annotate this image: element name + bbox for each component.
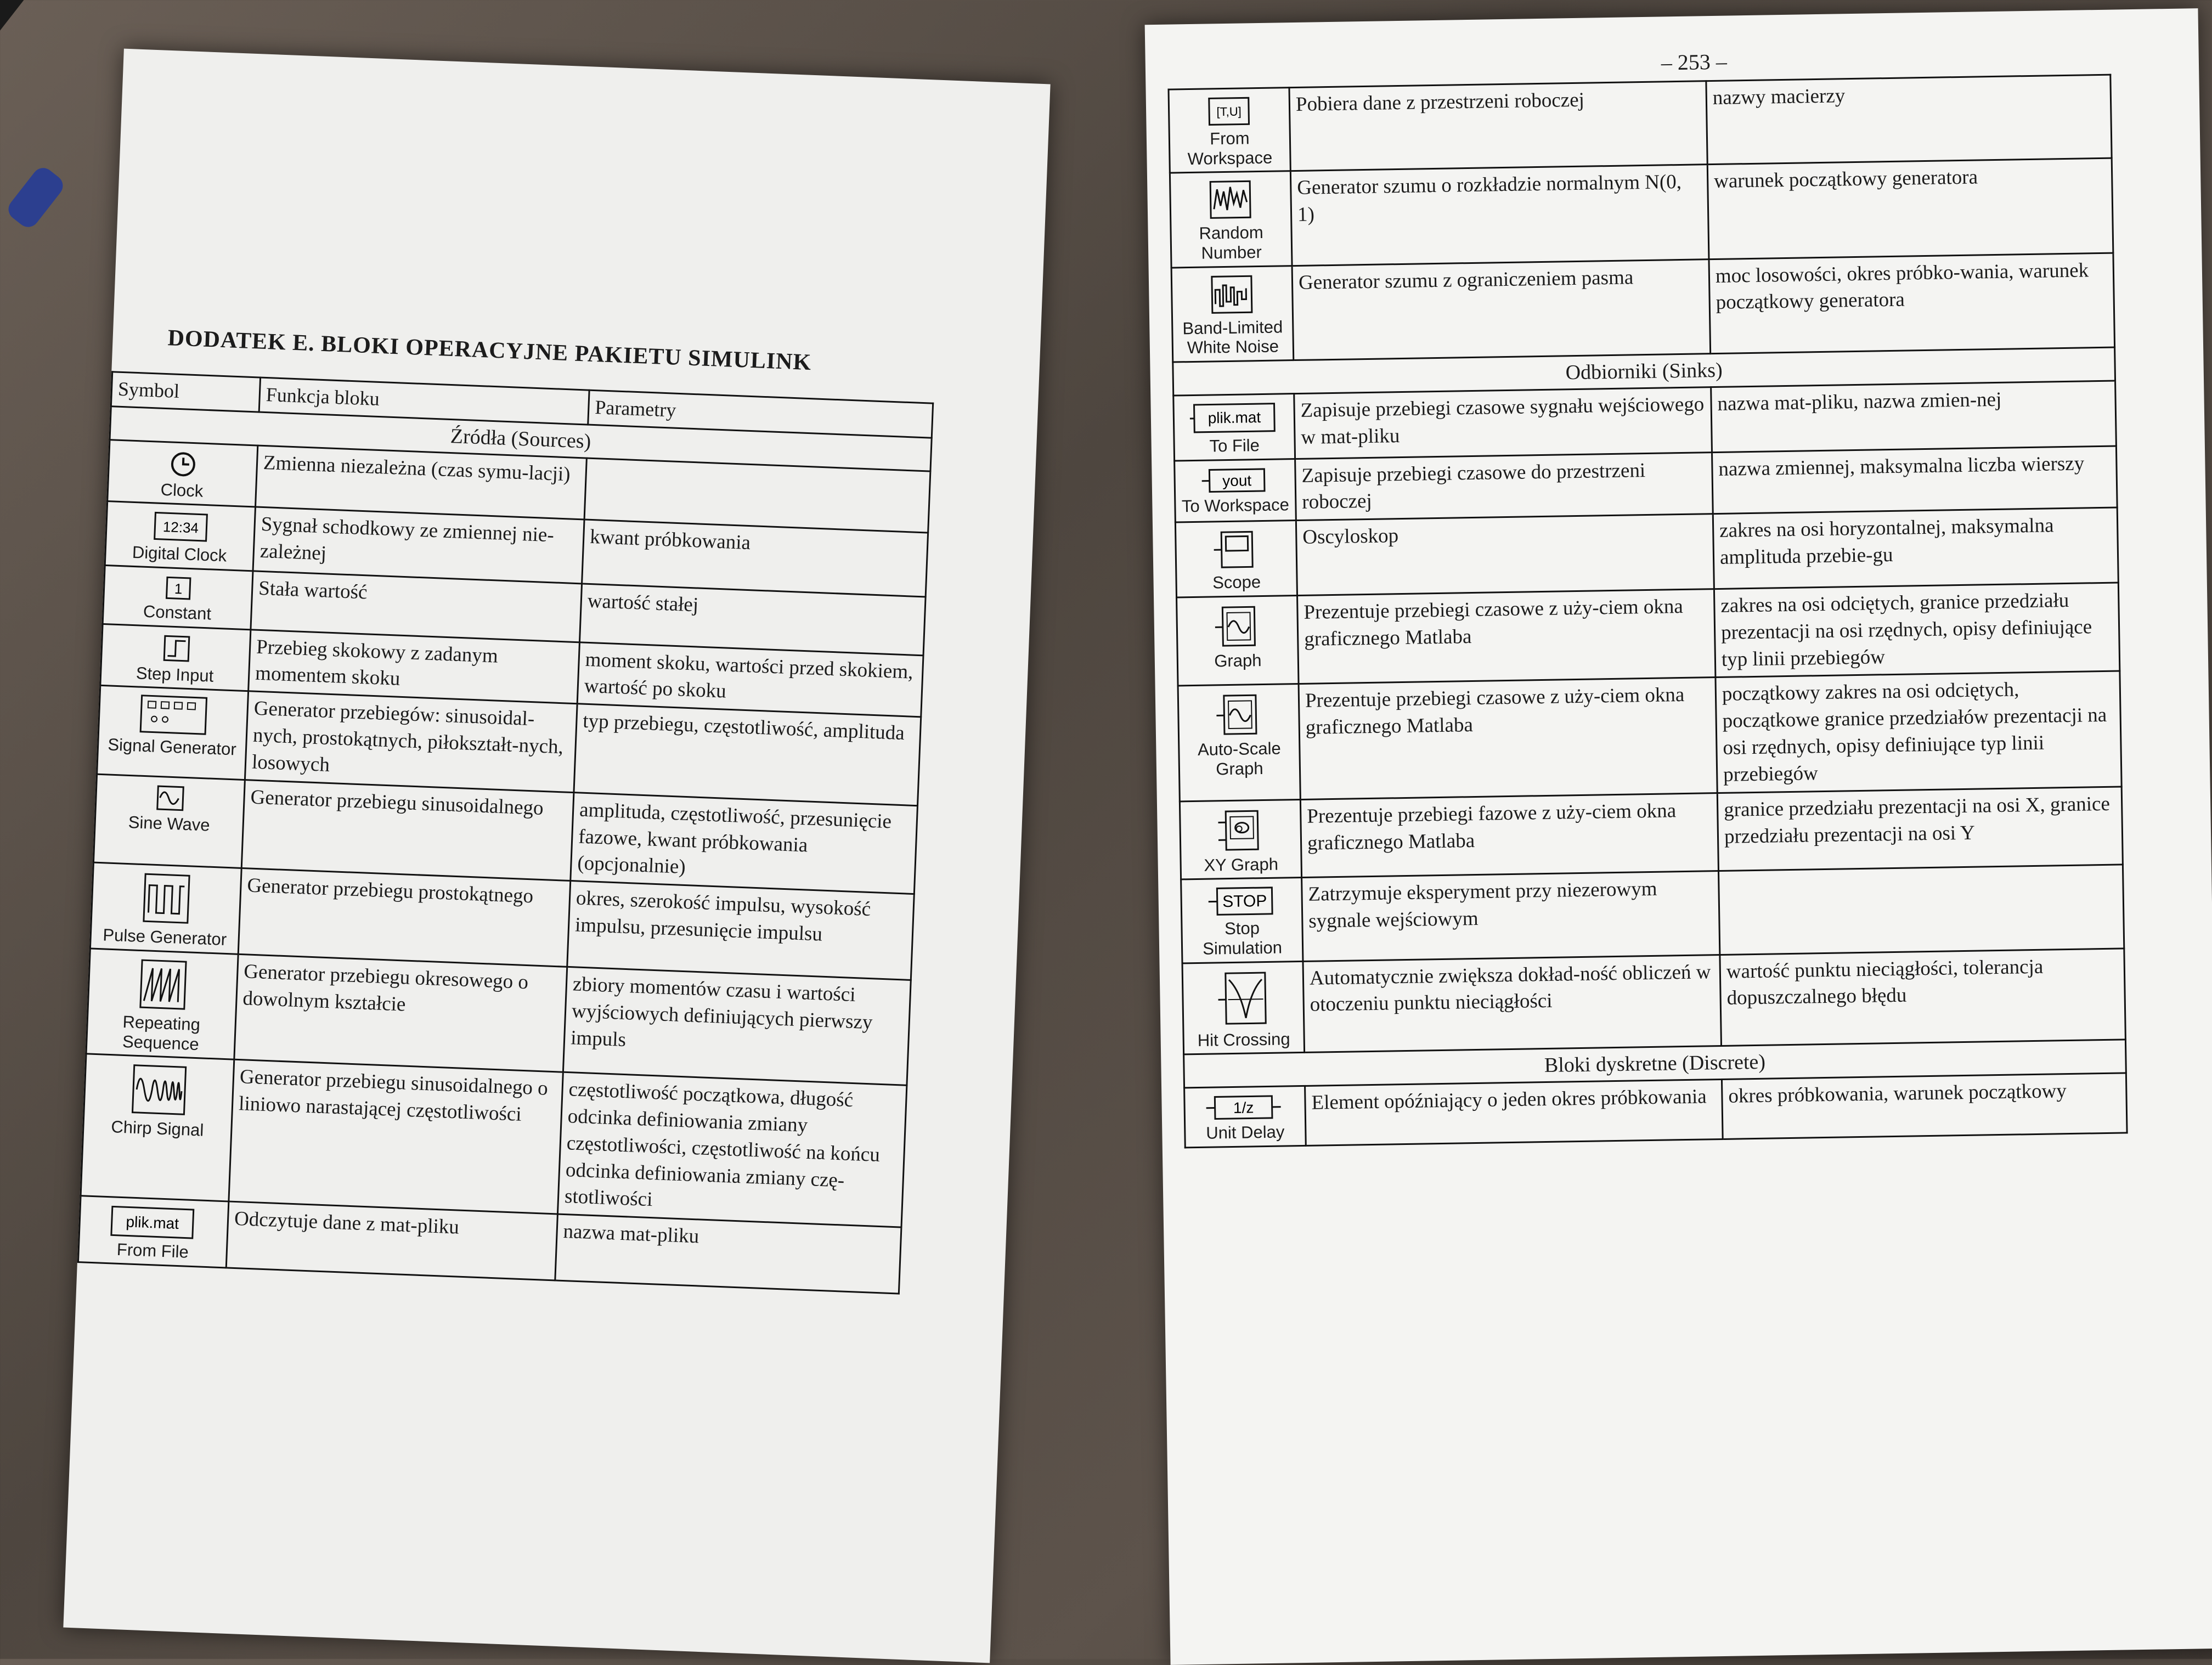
block-name: Sine Wave bbox=[128, 812, 211, 835]
block-name: Hit Crossing bbox=[1197, 1029, 1290, 1050]
block-name: Stop Simulation bbox=[1202, 918, 1283, 958]
block-symbol bbox=[1182, 961, 1305, 1054]
block-name: From Workspace bbox=[1187, 128, 1273, 168]
icon-text: 12:34 bbox=[162, 518, 199, 537]
table-row bbox=[1182, 949, 2125, 1055]
pen bbox=[0, 0, 117, 62]
sine-wave-icon bbox=[150, 782, 190, 814]
table-row bbox=[1177, 583, 2120, 686]
block-params: granice przedziału prezentacji na osi X, granice przedziału prezentacji na osi Y bbox=[1717, 787, 2123, 871]
block-function: Generator przebiegu sinusoidalnego o liniowo narastającej częstotliwości bbox=[229, 1059, 563, 1214]
block-name: Random Number bbox=[1199, 223, 1263, 263]
block-name: XY Graph bbox=[1204, 854, 1279, 875]
block-symbol bbox=[1170, 171, 1292, 268]
block-params: nazwa mat-pliku, nazwa zmien-nej bbox=[1711, 381, 2117, 452]
block-params: wartość stałej bbox=[579, 584, 926, 656]
digital-clock-icon bbox=[150, 509, 211, 544]
block-symbol bbox=[81, 1054, 234, 1201]
block-symbol bbox=[93, 774, 245, 868]
left-page bbox=[63, 49, 1050, 1663]
block-function: Zmienna niezależna (czas symu-lacji) bbox=[256, 445, 587, 520]
section-sinks: Odbiorniki (Sinks) bbox=[1173, 347, 2115, 396]
block-params: okres próbkowania, warunek początkowy bbox=[1722, 1073, 2127, 1139]
block-symbol bbox=[1184, 1086, 1306, 1148]
block-function: Stała wartość bbox=[251, 571, 582, 642]
random-number-icon bbox=[1206, 178, 1256, 222]
table-row bbox=[1170, 158, 2113, 267]
block-function: Odczytuje dane z mat-pliku bbox=[226, 1201, 557, 1280]
block-symbol bbox=[1175, 459, 1296, 522]
block-name: To File bbox=[1209, 436, 1260, 456]
block-name: Scope bbox=[1212, 572, 1261, 592]
block-name: Step Input bbox=[136, 663, 214, 686]
block-name: To Workspace bbox=[1181, 494, 1290, 516]
icon-text: yout bbox=[1222, 471, 1251, 489]
block-symbol bbox=[90, 862, 241, 954]
header-function: Funkcja bloku bbox=[259, 377, 589, 425]
constant-icon bbox=[159, 574, 198, 603]
block-function: Przebieg skokowy z zadanym momentem skoku bbox=[249, 629, 580, 704]
block-function: Automatycznie zwiększa dokład-ność obliczeń w otoczeniu punktu nieciągłości bbox=[1303, 955, 1722, 1053]
table-row bbox=[1178, 671, 2121, 801]
header-symbol: Symbol bbox=[111, 372, 260, 412]
block-name: Unit Delay bbox=[1206, 1122, 1285, 1143]
block-function: Generator przebiegu prostokątnego bbox=[238, 868, 571, 967]
block-function: Zapisuje przebiegi czasowe sygnału wejściowego w mat-pliku bbox=[1294, 387, 1712, 459]
block-params: zakres na osi odciętych, granice przedziału prezentacji na osi rzędnych, opisy definiujące typ linii przebiegów bbox=[1714, 583, 2119, 678]
block-symbol bbox=[103, 565, 253, 629]
block-symbol bbox=[1180, 799, 1301, 879]
icon-text: plik.mat bbox=[125, 1213, 179, 1233]
block-params: nazwy macierzy bbox=[1706, 75, 2112, 165]
from-file-icon bbox=[106, 1203, 201, 1241]
auto-scale-graph-icon bbox=[1214, 691, 1263, 738]
xy-graph-icon bbox=[1216, 806, 1266, 854]
icon-text: 1 bbox=[173, 580, 183, 597]
block-symbol bbox=[108, 439, 258, 507]
block-name: Signal Generator bbox=[107, 735, 237, 759]
from-workspace-icon bbox=[1204, 94, 1254, 128]
block-function: Zatrzymuje eksperyment przy niezerowym sygnale wejściowym bbox=[1302, 871, 1720, 961]
repeating-sequence-icon bbox=[134, 957, 191, 1014]
block-params: typ przebiegu, częstotliwość, amplituda bbox=[574, 704, 921, 805]
block-symbol bbox=[86, 949, 238, 1060]
block-function: Generator przebiegu sinusoidalnego bbox=[241, 780, 574, 881]
block-name: Clock bbox=[160, 479, 204, 501]
stop-simulation-icon bbox=[1206, 884, 1278, 918]
section-sources: Źródła (Sources) bbox=[110, 406, 932, 471]
scope-icon bbox=[1211, 527, 1261, 572]
block-name: Graph bbox=[1214, 651, 1262, 671]
icon-text: 1/z bbox=[1233, 1099, 1254, 1117]
block-function: Sygnał schodkowy ze zmiennej nie-zależnej bbox=[253, 507, 584, 584]
block-symbol bbox=[105, 501, 255, 571]
block-params: warunek początkowy generatora bbox=[1707, 158, 2113, 259]
unit-delay-icon bbox=[1204, 1093, 1286, 1122]
sinks-table bbox=[1167, 74, 2128, 1149]
block-function: Prezentuje przebiegi fazowe z uży-ciem okna graficznego Matlaba bbox=[1300, 793, 1718, 878]
block-symbol bbox=[1178, 684, 1300, 802]
block-name: From File bbox=[116, 1240, 189, 1262]
block-name: Constant bbox=[143, 601, 212, 624]
block-params bbox=[1718, 865, 2124, 955]
pulse-generator-icon bbox=[138, 871, 195, 928]
block-name: Band-Limited White Noise bbox=[1182, 317, 1283, 358]
table-row bbox=[1169, 75, 2112, 173]
block-function: Prezentuje przebiegi czasowe z uży-ciem okna graficznego Matlaba bbox=[1299, 678, 1717, 799]
block-symbol bbox=[97, 686, 249, 780]
block-name: Auto-Scale Graph bbox=[1197, 738, 1281, 779]
icon-text: STOP bbox=[1222, 892, 1267, 911]
block-params: kwant próbkowania bbox=[582, 520, 928, 597]
appendix-title: DODATEK E. BLOKI OPERACYJNE PAKIETU SIMULINK bbox=[167, 325, 812, 376]
block-name: Chirp Signal bbox=[110, 1117, 204, 1140]
table-row bbox=[1181, 865, 2124, 963]
block-params: okres, szerokość impulsu, wysokość impulsu, przesunięcie impulsu bbox=[567, 881, 915, 980]
section-discrete: Bloki dyskretne (Discrete) bbox=[1184, 1040, 2126, 1088]
white-noise-icon bbox=[1207, 273, 1257, 317]
block-function: Generator przebiegów: sinusoidal-nych, prostokątnych, piłokształt-nych, losowych bbox=[245, 691, 577, 792]
block-symbol bbox=[1181, 878, 1303, 963]
block-params: nazwa mat-pliku bbox=[555, 1214, 901, 1294]
graph-icon bbox=[1212, 602, 1262, 650]
block-name: Digital Clock bbox=[132, 543, 227, 566]
block-params: wartość punktu nieciągłości, tolerancja dopuszczalnego błędu bbox=[1720, 949, 2126, 1046]
block-params: zbiory momentów czasu i wartości wyjściowych definiujących pierwszy impuls bbox=[563, 967, 911, 1085]
block-function: Generator przebiegu okresowego o dowolnym kształcie bbox=[234, 954, 567, 1072]
block-symbol bbox=[1175, 521, 1297, 597]
block-params: częstotliwość początkowa, długość odcinka definiowania zmiany częstotliwości, częstotliwość na końcu odcinka definiowania zmiany czę-stotliwości bbox=[557, 1072, 906, 1227]
block-symbol bbox=[1169, 88, 1290, 173]
block-function: Prezentuje przebiegi czasowe z uży-ciem okna graficznego Matlaba bbox=[1297, 589, 1716, 684]
step-icon bbox=[156, 632, 195, 664]
hit-crossing-icon bbox=[1215, 968, 1271, 1030]
icon-text: plik.mat bbox=[1207, 409, 1261, 427]
block-symbol bbox=[1171, 266, 1294, 362]
block-params: moment skoku, wartości przed skokiem, wartość po skoku bbox=[577, 642, 923, 717]
table-row bbox=[1171, 253, 2114, 362]
header-parameters: Parametry bbox=[588, 390, 933, 438]
clock-icon bbox=[163, 448, 202, 481]
page-number: – 253 – bbox=[1661, 49, 1728, 75]
block-function: Element opóźniający o jeden okres próbkowania bbox=[1305, 1080, 1723, 1146]
sources-table bbox=[77, 371, 934, 1294]
table-row bbox=[1180, 787, 2123, 880]
block-function: Oscyloskop bbox=[1296, 514, 1714, 596]
pen-tip bbox=[4, 163, 67, 232]
block-params: moc losowości, okres próbko-wania, warunek początkowy generatora bbox=[1709, 253, 2115, 354]
right-page-content bbox=[1167, 43, 2128, 1149]
block-params: nazwa zmiennej, maksymalna liczba wierszy bbox=[1712, 446, 2117, 514]
block-name: Repeating Sequence bbox=[122, 1012, 201, 1054]
block-function: Generator szumu o rozkładzie normalnym N(0, 1) bbox=[1290, 165, 1709, 266]
to-file-icon bbox=[1187, 400, 1281, 436]
block-name: Pulse Generator bbox=[102, 925, 227, 950]
table-row bbox=[1175, 507, 2118, 597]
block-params: początkowy zakres na osi odciętych, początkowe granice przedziałów prezentacji na osi rzędnych, opisy definiujące typ linii przebiegów bbox=[1716, 671, 2121, 793]
signal-generator-icon bbox=[137, 693, 210, 738]
block-symbol bbox=[78, 1196, 228, 1268]
to-workspace-icon bbox=[1199, 465, 1271, 495]
icon-text: [T,U] bbox=[1216, 104, 1242, 119]
right-page bbox=[1145, 8, 2212, 1665]
block-symbol bbox=[100, 624, 251, 691]
left-page-content bbox=[77, 323, 936, 1294]
block-function: Generator szumu z ograniczeniem pasma bbox=[1292, 259, 1711, 360]
block-params: amplituda, częstotliwość, przesunięcie fazowe, kwant próbkowania (opcjonalnie) bbox=[571, 792, 918, 894]
block-params: zakres na osi horyzontalnej, maksymalna amplituda przebie-gu bbox=[1713, 507, 2118, 589]
chirp-signal-icon bbox=[128, 1062, 190, 1119]
block-function: Zapisuje przebiegi czasowe do przestrzeni roboczej bbox=[1295, 452, 1713, 521]
block-function: Pobiera dane z przestrzeni roboczej bbox=[1289, 81, 1707, 171]
block-symbol bbox=[1173, 394, 1295, 461]
block-symbol bbox=[1177, 595, 1299, 686]
